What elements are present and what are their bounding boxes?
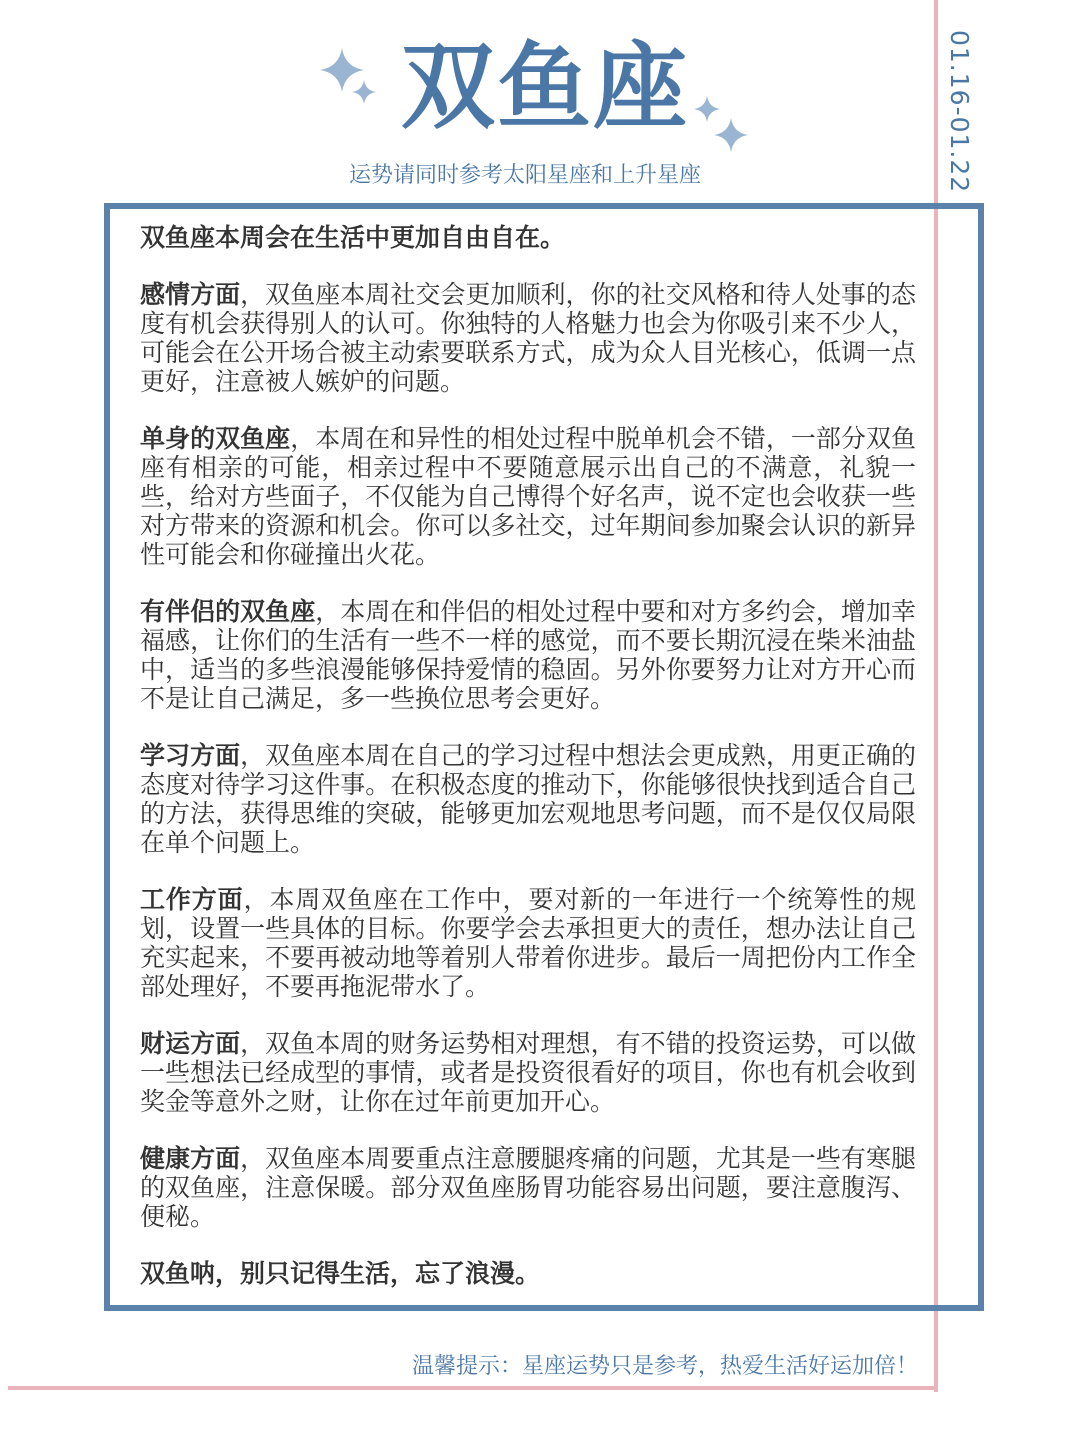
section-text: ，本周双鱼座在工作中，要对新的一年进行一个统筹性的规划，设置一些具体的目标。你要学会去承担更大的责任，想办法让自己充实起来，不要再被动地等着别人带着你进步。最后一周把份内工作全部处理好，不要再拖泥带水了。 (140, 885, 916, 1001)
content-box (104, 203, 984, 1311)
work-paragraph (140, 885, 916, 1001)
study-paragraph (140, 741, 916, 857)
health-paragraph (140, 1144, 916, 1231)
partnered-paragraph (140, 597, 916, 713)
section-lead: 工作方面 (140, 885, 244, 914)
section-text: ，双鱼本周的财务运势相对理想，有不错的投资运势，可以做一些想法已经成型的事情，或者是投资很看好的项目，你也有机会收到奖金等意外之财，让你在过年前更加开心。 (140, 1029, 916, 1116)
section-lead: 健康方面 (140, 1144, 241, 1173)
date-range: 01.16-01.22 (945, 30, 974, 194)
section-text: ，本周在和伴侣的相处过程中要和对方多约会，增加幸福感，让你们的生活有一些不一样的感觉，而不要长期沉浸在柴米油盐中，适当的多些浪漫能够保持爱情的稳固。另外你要努力让对方开心而不是让自己满足，多一些换位思考会更好。 (140, 597, 916, 713)
content-text (140, 223, 916, 1316)
section-text: ，本周在和异性的相处过程中脱单机会不错，一部分双鱼座有相亲的可能，相亲过程中不要随意展示出自己的不满意，礼貌一些，给对方些面子，不仅能为自己博得个好名声，说不定也会收获一些对方带来的资源和机会。你可以多社交，过年期间参加聚会认识的新异性可能会和你碰撞出火花。 (140, 424, 916, 569)
section-lead: 感情方面 (140, 280, 241, 309)
wealth-paragraph (140, 1029, 916, 1116)
closing-paragraph: 双鱼呐，别只记得生活，忘了浪漫。 (140, 1259, 541, 1288)
section-text: ，双鱼座本周要重点注意腰腿疼痛的问题，尤其是一些有寒腿的双鱼座，注意保暖。部分双鱼座肠胃功能容易出问题，要注意腹泻、便秘。 (140, 1144, 916, 1231)
section-text: ，双鱼座本周社交会更加顺利，你的社交风格和待人处事的态度有机会获得别人的认可。你独特的人格魅力也会为你吸引来不少人，可能会在公开场合被主动索要联系方式，成为众人目光核心，低调一点更好，注意被人嫉妒的问题。 (140, 280, 916, 396)
single-paragraph (140, 424, 916, 569)
love-paragraph (140, 280, 916, 396)
section-lead: 学习方面 (140, 741, 241, 770)
footer-tip: 温馨提示：星座运势只是参考，热爱生活好运加倍！ (411, 1354, 918, 1379)
section-lead: 财运方面 (140, 1029, 241, 1058)
page-title: 双鱼座 (400, 33, 689, 142)
subtitle: 运势请同时参考太阳星座和上升星座 (348, 163, 701, 188)
pink-horizontal-line (8, 1386, 938, 1390)
section-text: ，双鱼座本周在自己的学习过程中想法会更成熟，用更正确的态度对待学习这件事。在积极态度的推动下，你能够很快找到适合自己的方法，获得思维的突破，能够更加宏观地思考问题，而不是仅仅局限在单个问题上。 (140, 741, 916, 857)
section-lead: 单身的双鱼座 (140, 424, 291, 453)
sparkle-icon-large-right (714, 118, 748, 152)
section-lead: 有伴侣的双鱼座 (140, 597, 316, 626)
sparkle-icon-small-left (352, 80, 376, 104)
intro-paragraph: 双鱼座本周会在生活中更加自由自在。 (140, 223, 566, 252)
